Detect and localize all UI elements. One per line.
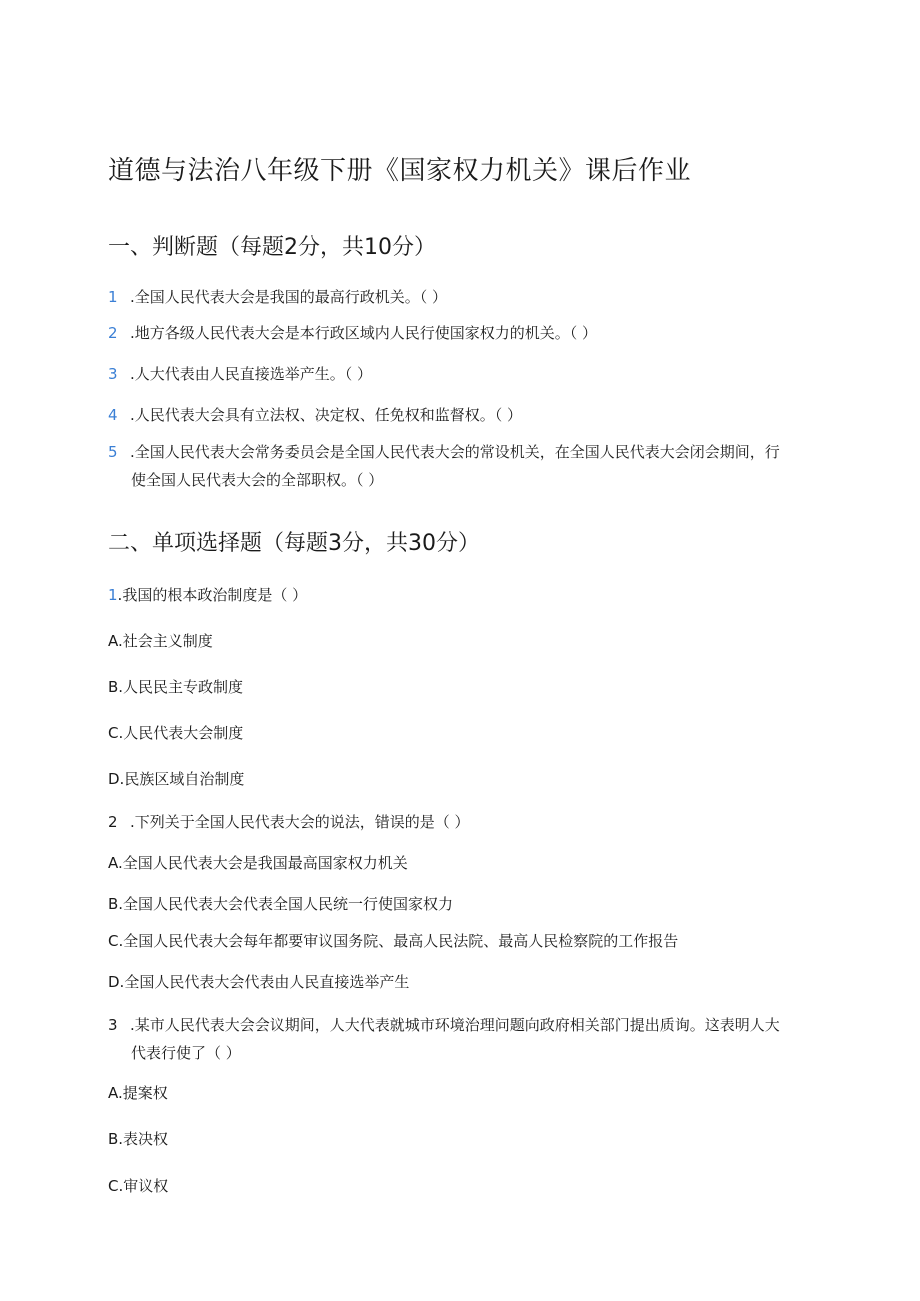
item-text: .人大代表由人民直接选举产生。（ ） — [130, 365, 373, 383]
item-text: .地方各级人民代表大会是本行政区域内人民行使国家权力的机关。（ ） — [130, 324, 598, 342]
q3-option-c: C.审议权 — [108, 1177, 169, 1195]
choice-question-1 — [108, 584, 307, 605]
item-number: 3 — [108, 365, 118, 383]
q1-option-b: B.人民民主专政制度 — [108, 678, 244, 696]
question-number: 1 — [108, 586, 118, 604]
question-text: .某市人民代表大会会议期间，人大代表就城市环境治理问题向政府相关部门提出质询。这表明人大 — [130, 1016, 780, 1034]
item-text: .人民代表大会具有立法权、决定权、任免权和监督权。（ ） — [130, 406, 523, 424]
q1-option-a: A.社会主义制度 — [108, 632, 213, 650]
document-title: 道德与法治八年级下册《国家权力机关》课后作业 — [108, 156, 692, 186]
item-number: 1 — [108, 288, 118, 306]
judgment-item-3 — [108, 363, 372, 384]
q1-option-d: D.民族区域自治制度 — [108, 770, 245, 788]
item-text: .全国人民代表大会常务委员会是全国人民代表大会的常设机关，在全国人民代表大会闭会期间，行 — [130, 443, 780, 461]
item-number: 5 — [108, 443, 118, 461]
item-text: .全国人民代表大会是我国的最高行政机关。（ ） — [130, 288, 448, 306]
question-text: .我国的根本政治制度是（ ） — [117, 586, 308, 604]
section-title-single-choice: 二、单项选择题（每题3分，共30分） — [108, 531, 480, 556]
q2-option-b: B.全国人民代表大会代表全国人民统一行使国家权力 — [108, 895, 454, 913]
question-number: 2 — [108, 813, 118, 831]
judgment-item-5 — [108, 441, 780, 462]
judgment-item-4 — [108, 404, 522, 425]
q2-option-c: C.全国人民代表大会每年都要审议国务院、最高人民法院、最高人民检察院的工作报告 — [108, 932, 679, 950]
q2-option-a: A.全国人民代表大会是我国最高国家权力机关 — [108, 854, 408, 872]
q3-option-b: B.表决权 — [108, 1130, 169, 1148]
question-number: 3 — [108, 1016, 118, 1034]
item-number: 4 — [108, 406, 118, 424]
q3-option-a: A.提案权 — [108, 1084, 168, 1102]
choice-question-2 — [108, 811, 470, 832]
q3-continuation: 代表行使了（ ） — [131, 1044, 241, 1062]
q1-option-c: C.人民代表大会制度 — [108, 724, 244, 742]
choice-question-3 — [108, 1014, 780, 1035]
q2-option-d: D.全国人民代表大会代表由人民直接选举产生 — [108, 973, 410, 991]
judgment-item-5-continuation: 使全国人民代表大会的全部职权。（ ） — [131, 471, 384, 489]
question-text: .下列关于全国人民代表大会的说法，错误的是（ ） — [130, 813, 470, 831]
section-title-judgment: 一、判断题（每题2分，共10分） — [108, 235, 436, 260]
judgment-item-1 — [108, 286, 447, 307]
item-number: 2 — [108, 324, 118, 342]
judgment-item-2 — [108, 322, 597, 343]
